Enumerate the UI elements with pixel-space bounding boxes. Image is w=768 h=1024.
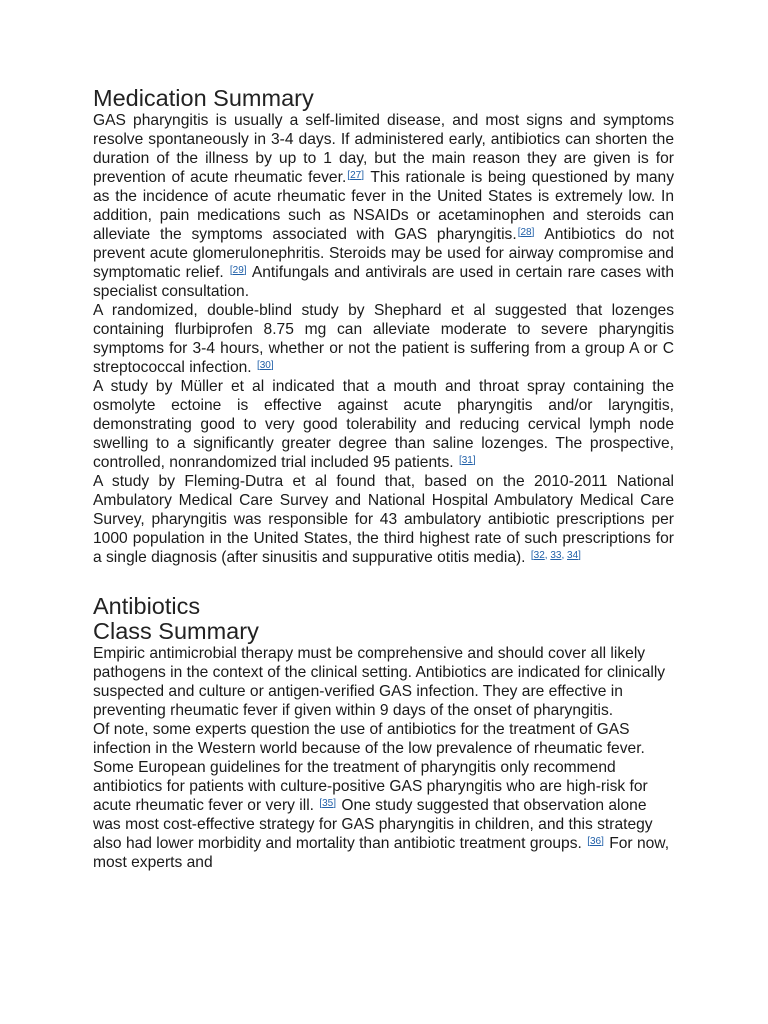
paragraph-medication-2 [93,301,674,377]
paragraph-text: A randomized, double-blind study by Shephard et al suggested that lozenges containing flurbiprofen 8.75 mg can alleviate moderate to severe pharyngitis symptoms for 3-4 hours, whether or not the patient is suffering from a group A or C streptococcal infection. [93,302,674,376]
reference-link-28[interactable]: 28 [520,227,532,238]
antibiotics-section [93,594,674,872]
paragraph-medication-1 [93,111,674,301]
reference-link-36[interactable]: 36 [589,836,602,847]
reference-link-35[interactable]: 35 [322,798,334,809]
reference-link-30[interactable]: 30 [259,360,271,371]
section-subtitle-class-summary: Class Summary [93,618,259,644]
paragraph-text: One study suggested that observation alone was most cost-effective strategy for GAS pharyngitis in children, and this strategy also had lower morbidity and mortality than antibiotic treatment groups. [93,797,653,852]
paragraph-text: Empiric antimicrobial therapy must be comprehensive and should cover all likely pathogens in the context of the clinical setting. Antibiotics are indicated for clinically suspected and culture or antigen-verified GAS infection. They are effective in preventing rheumatic fever if given within 9 days of the onset of pharyngitis. [93,645,666,719]
reference-citation: [28] [517,227,535,238]
reference-citation: [31] [458,455,476,466]
paragraph-text: For now, most experts and [93,835,670,871]
paragraph-medication-4 [93,472,674,567]
reference-citation: [30] [256,360,274,371]
reference-link-29[interactable]: 29 [232,265,244,276]
reference-link-32[interactable]: 32 [533,550,545,561]
paragraph-text: Antibiotics do not prevent acute glomerulonephritis. Steroids may be used for airway compromise and symptomatic relief. [93,226,675,281]
paragraph-text: A study by Fleming-Dutra et al found that, based on the 2010-2011 National Ambulatory Medical Care Survey and National Hospital Ambulatory Medical Care Survey, pharyngitis was responsible for 43 ambulatory antibiotic prescriptions per 1000 population in the United States, the third highest rate of such prescriptions for a single diagnosis (after sinusitis and suppurative otitis media). [93,473,674,566]
reference-link-27[interactable]: 27 [350,170,362,181]
reference-citation: [35] [319,798,337,809]
reference-link-33[interactable]: 33 [550,550,562,561]
article-content [93,86,674,872]
paragraph-antibiotics-2 [93,720,674,872]
paragraph-antibiotics-1 [93,644,674,720]
section-title-antibiotics: Antibiotics [93,593,201,619]
reference-citation: [32, 33, 34] [530,550,581,561]
reference-link-31[interactable]: 31 [461,455,473,466]
paragraph-text: A study by Müller et al indicated that a mouth and throat spray containing the osmolyte ectoine is effective against acute pharyngitis and/or laryngitis, demonstrating good to very good tolerability and reducing cervical lymph node swelling to a significantly greater degree than saline lozenges. The prospective, controlled, nonrandomized trial included 95 patients. [93,378,674,471]
paragraph-text: Antifungals and antivirals are used in certain rare cases with specialist consultation. [93,264,675,300]
reference-link-34[interactable]: 34 [567,550,579,561]
section-title-medication-summary: Medication Summary [93,85,314,111]
paragraph-medication-3 [93,377,674,472]
paragraph-text: Of note, some experts question the use of antibiotics for the treatment of GAS infection in the Western world because of the low prevalence of rheumatic fever. Some European guidelines for the treatment of pharyngitis only recommend antibiotics for patients with culture-positive GAS pharyngitis who are high-risk for acute rheumatic fever or very ill. [93,721,648,814]
paragraph-text: This rationale is being questioned by many as the incidence of acute rheumatic fever in the United States is extremely low. In addition, pain medications such as NSAIDs or acetaminophen and steroids can alleviate the symptoms associated with GAS pharyngitis. [93,169,674,243]
paragraph-text: GAS pharyngitis is usually a self-limited disease, and most signs and symptoms resolve spontaneously in 3-4 days. If administered early, antibiotics can shorten the duration of the illness by up to 1 day, but the main reason they are given is for prevention of acute rheumatic fever. [93,112,674,186]
reference-citation: [27] [347,170,364,181]
reference-citation: [36] [587,836,604,847]
reference-citation: [29] [229,265,247,276]
